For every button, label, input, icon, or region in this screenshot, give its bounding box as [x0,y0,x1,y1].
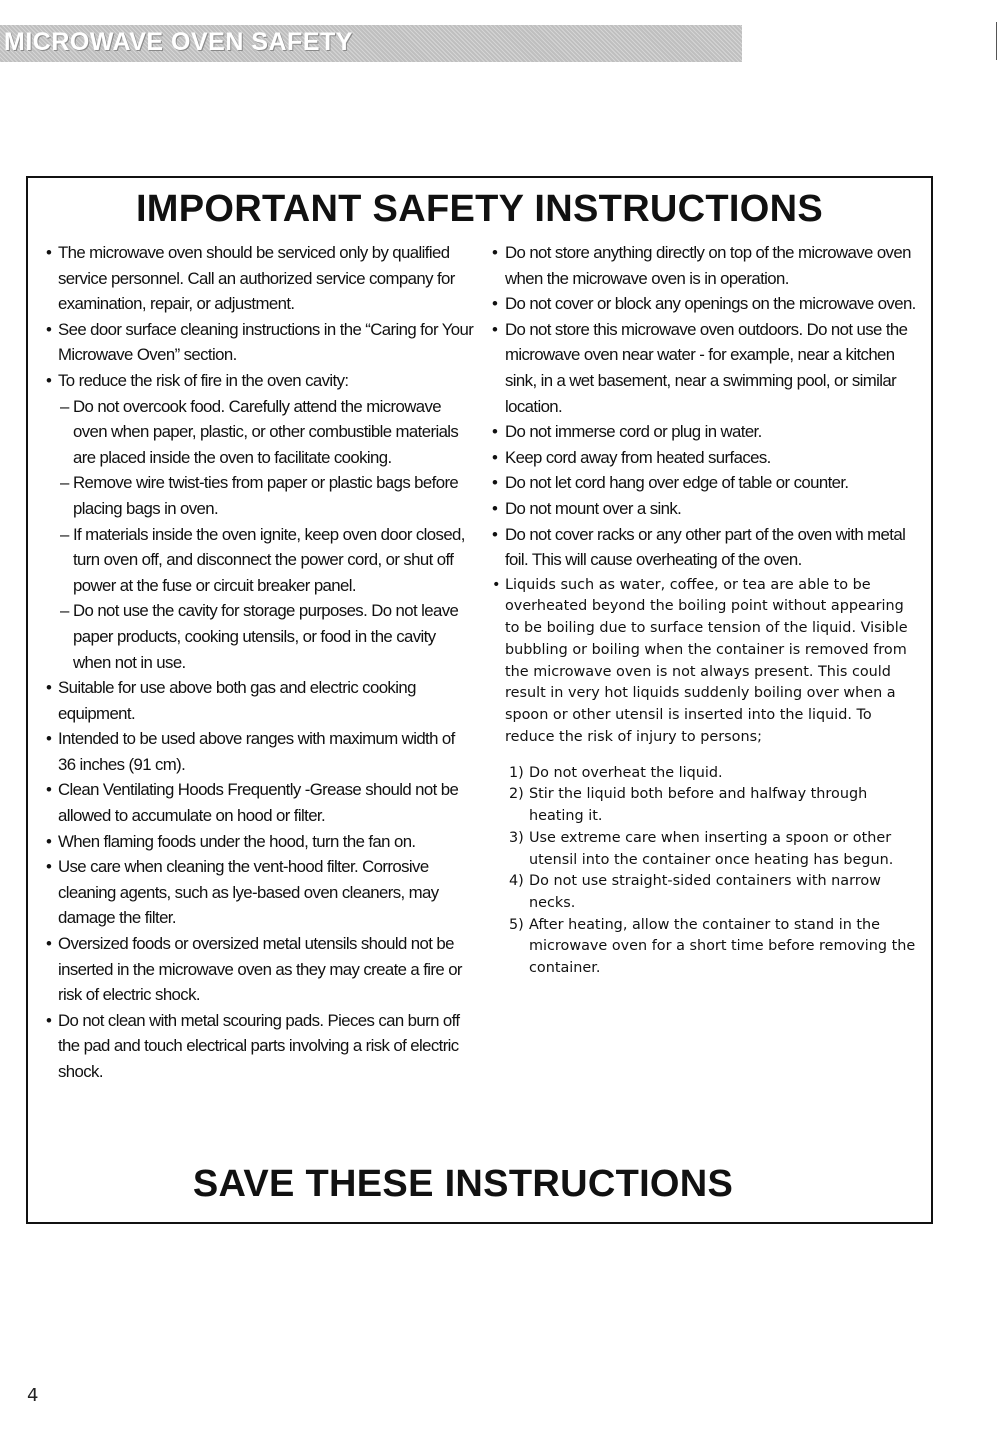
bullet-icon: • [46,780,52,800]
step-item [479,871,919,914]
step-number: 4) [509,873,524,890]
step-text: Stir the liquid both before and halfway through heating it. [529,786,868,825]
box-title: IMPORTANT SAFETY INSTRUCTIONS [135,188,824,230]
list-item [31,854,476,931]
list-item [31,317,476,368]
step-text: After heating, allow the container to stand in the microwave oven for a short time before removing the container. [529,916,916,977]
step-number: 1) [509,764,524,781]
list-item [479,470,919,496]
step-text: Do not use straight-sided containers with narrow necks. [529,873,881,911]
list-item [479,522,919,573]
list-item-text: Do not mount over a sink. [505,498,682,518]
liquids-warning-text: Liquids such as water, coffee, or tea are able to be overheated beyond the boiling point without appearing to be boiling due to surface tension of the liquid. Visible bubbling or boiling when the container is removed from the microwave oven is not always present. This could result in very hot liquids suddenly boiling over when a spoon or other utensil is inserted into the liquid. To reduce the risk of injury to persons; [505,576,908,745]
step-number: 5) [509,916,524,933]
list-item-text: Do not cover or block any openings on the microwave oven. [505,294,916,314]
list-item-text: Oversized foods or oversized metal utensils should not be inserted in the microwave oven as they may create a fire or risk of electric shock. [58,934,462,1005]
list-item [479,496,919,522]
step-item [479,784,919,827]
bullet-icon: • [46,729,52,749]
list-item-text: Do not clean with metal scouring pads. Pieces can burn off the pad and touch electrical parts involving a risk of electric shock. [58,1010,460,1081]
step-item [479,763,919,785]
sub-list-item-text: If materials inside the oven ignite, keep oven door closed, turn oven off, and disconnect the power cord, or shut off power at the fuse or circuit breaker panel. [73,524,465,595]
sub-list-item-text: Remove wire twist-ties from paper or plastic bags before placing bags in oven. [73,473,459,518]
list-item [31,368,476,394]
edge-rule [996,22,997,60]
section-header-title: MICROWAVE OVEN SAFETY [4,28,353,56]
list-item [479,291,919,317]
liquids-warning [479,575,919,749]
sub-list-item [31,394,476,471]
bullet-icon: • [46,243,52,262]
list-item-text: Keep cord away from heated surfaces. [505,447,771,467]
sub-list-item [31,522,476,599]
sub-list-item [31,598,476,675]
sub-list-item [31,470,476,521]
bullet-icon: • [46,831,52,851]
list-item-text: Do not cover racks or any other part of the oven with metal foil. This will cause overheating of the oven. [505,524,906,570]
bullet-icon: • [46,857,52,877]
list-item-text: See door surface cleaning instructions in the “Caring for Your Microwave Oven” section. [58,319,474,365]
list-item [479,419,919,445]
step-number: 2) [509,786,524,803]
dash-icon: – [60,473,69,493]
list-item [31,931,476,1008]
list-item-text: The microwave oven should be serviced only by qualified service personnel. Call an authorized service company for examination, repair, or adjustment. [58,243,455,314]
bullet-icon: • [46,934,52,954]
list-item [479,240,919,291]
list-item [31,240,476,317]
bullet-icon: • [46,1010,52,1030]
bullet-icon: • [492,498,498,518]
step-text: Use extreme care when inserting a spoon or other utensil into the container once heating has begun. [529,829,894,868]
bullet-icon: • [492,447,498,467]
list-item [479,445,919,471]
bullet-icon: • [46,370,52,390]
page-number: 4 [27,1385,39,1406]
bullet-icon: • [492,576,501,593]
section-header-band [0,25,742,62]
step-item [479,828,919,871]
bullet-icon: • [492,294,498,314]
list-item-text: To reduce the risk of fire in the oven cavity: [58,370,349,390]
bullet-icon: • [492,319,498,339]
dash-icon: – [60,601,69,621]
left-column [31,240,476,1085]
safety-instructions-box [26,176,933,1224]
list-item-text: Suitable for use above both gas and electric cooking equipment. [58,678,416,723]
list-item-text: Intended to be used above ranges with maximum width of 36 inches (91 cm). [58,729,455,774]
list-item [31,829,476,855]
dash-icon: – [60,396,69,416]
bullet-icon: • [492,422,498,442]
dash-icon: – [60,524,69,544]
list-item-text: Use care when cleaning the vent-hood filter. Corrosive cleaning agents, such as lye-based oven cleaners, may damage the filter. [58,857,439,928]
sub-list-item-text: Do not use the cavity for storage purposes. Do not leave paper products, cooking utensils, or food in the cavity when not in use. [73,601,459,672]
list-item-text: Do not let cord hang over edge of table or counter. [505,473,849,493]
sub-list-item-text: Do not overcook food. Carefully attend the microwave oven when paper, plastic, or other combustible materials are placed inside the oven to facilitate cooking. [73,396,459,467]
bullet-icon: • [46,319,52,339]
bullet-icon: • [492,243,498,262]
list-item-text: Do not store anything directly on top of the microwave oven when the microwave oven is in operation. [505,243,911,288]
list-item-text: Clean Ventilating Hoods Frequently -Grease should not be allowed to accumulate on hood or filter. [58,780,459,826]
bullet-icon: • [46,678,52,698]
list-item-text: Do not store this microwave oven outdoors. Do not use the microwave oven near water - for example, near a kitchen sink, in a wet basement, near a swimming pool, or similar location. [505,319,908,416]
list-item [479,317,919,419]
bullet-icon: • [492,473,498,493]
save-instructions-footer: SAVE THESE INSTRUCTIONS [192,1163,734,1205]
list-item [31,726,476,777]
list-item [31,777,476,828]
bullet-icon: • [492,524,498,544]
step-text: Do not overheat the liquid. [529,764,723,781]
list-item [31,675,476,726]
list-item-text: When flaming foods under the hood, turn the fan on. [58,831,416,851]
step-item [479,915,919,980]
right-column [479,240,919,980]
list-item-text: Do not immerse cord or plug in water. [505,422,762,442]
step-number: 3) [509,829,524,846]
list-item [31,1008,476,1085]
